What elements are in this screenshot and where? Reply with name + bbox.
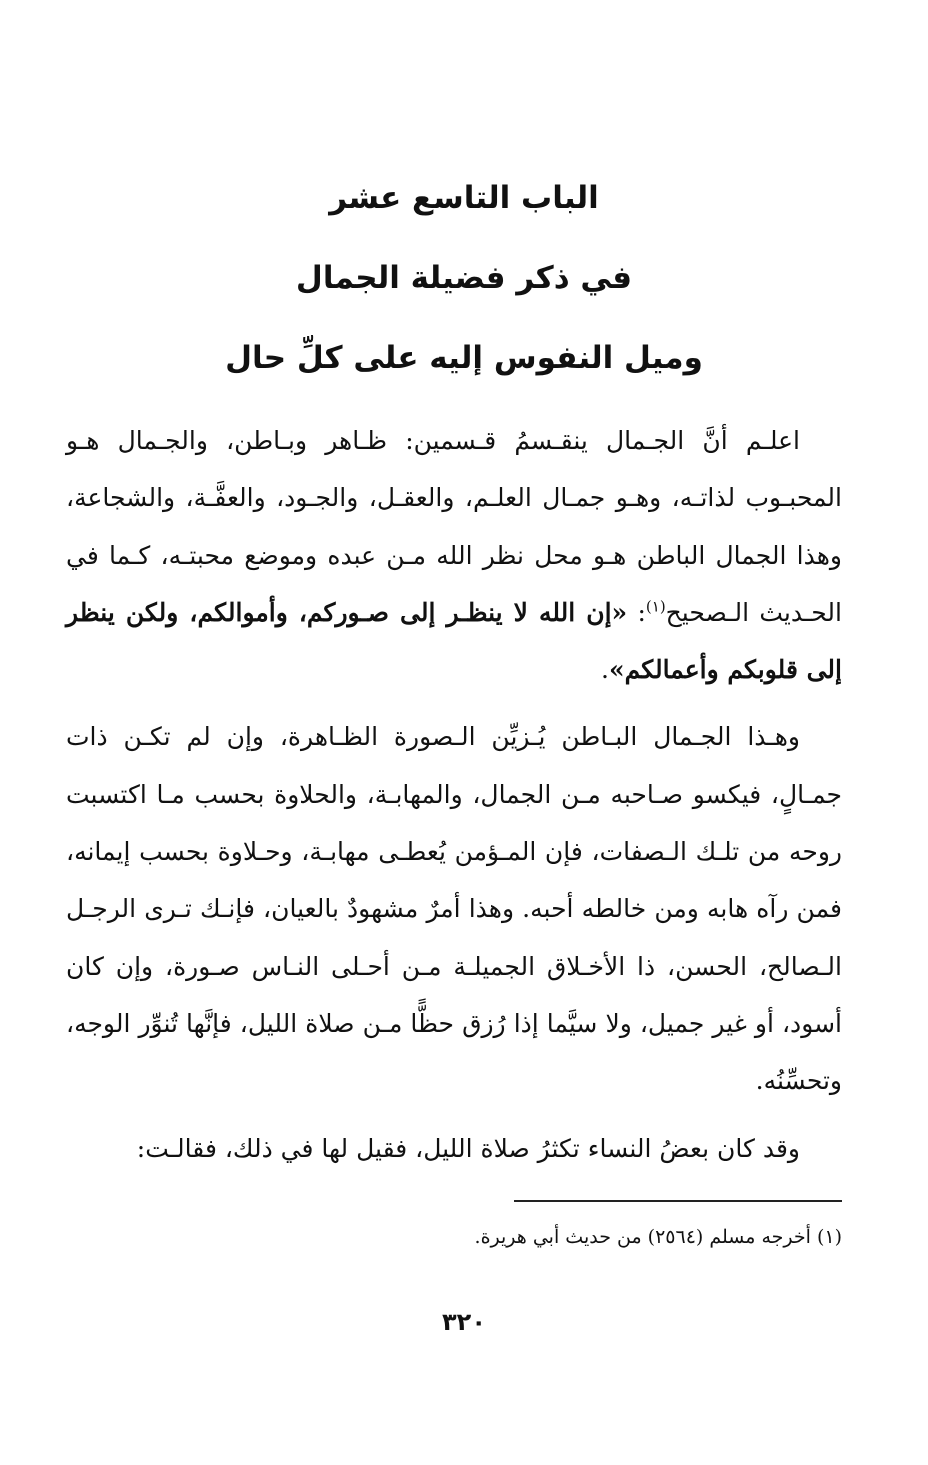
chapter-title-line-3: وميل النفوس إليه على كلِّ حال (225, 340, 703, 376)
chapter-title-line-1: الباب التاسع عشر (329, 180, 599, 216)
paragraph-3: وقد كان بعضُ النساء تكثرُ صلاة الليل، فقيل لها في ذلك، فقالـت: (136, 1133, 800, 1163)
hadith-quote: «إن الله لا ينظـر إلى صـوركم، وأموالكم، ولكن ينظر إلى قلوبكم وأعمالكم» (66, 597, 842, 685)
paragraph-2: وهـذا الجـمال البـاطن يُـزيِّن الـصورة الظـاهرة، وإن لم تكـن ذات جمـالٍ، فيكسو صـاحبه مـن الجمال، والمهابـة، والحلاوة بحسب مـا اكتسبت روحه من تلـك الـصفات، فإن المـؤمن يُعطـى مهابـة، وحـلاوة بحسب إيمانه، فمن رآه هابه ومن خالطه أحبه. وهذا أمرٌ مشهودٌ بالعيان، فإنـك تـرى الرجـل الـصالح، الحسن، ذا الأخـلاق الجميلـة مـن أحـلى النـاس صـورة، وإن كان أسود، أو غير جميل، ولا سيَّما إذا رُزق حظًّا مـن صلاة الليل، فإنَّها تُنوِّر الوجه، وتحسِّنُه. (66, 722, 842, 1096)
chapter-heading (120, 158, 808, 398)
body-text (66, 412, 842, 1187)
paragraph-1-text: اعلـم أنَّ الجـمال ينقـسمُ قـسمين: ظـاهر وبـاطن، والجـمال هـو المحبـوب لذاتـه، وهـو جمـال العلـم، والعقـل، والجـود، والعفَّـة، والشجاعة، وهذا الجمال الباطن هـو محل نظر الله مـن عبده وموضع محبتـه، كـما في الحـديث الـصحيح (66, 426, 842, 627)
paragraph-1-end: . (601, 655, 609, 685)
footnote: (١) أخرجه مسلم (٢٥٦٤) من حديث أبي هريرة. (474, 1226, 842, 1248)
chapter-title-line-2: في ذكر فضيلة الجمال (295, 260, 633, 296)
paragraph-1-colon: : (627, 597, 646, 627)
page-number: ٣٢٠ (442, 1308, 486, 1336)
footnote-divider (514, 1200, 842, 1202)
paragraph-1 (66, 412, 842, 698)
footnote-reference[interactable]: (١) (645, 597, 666, 616)
